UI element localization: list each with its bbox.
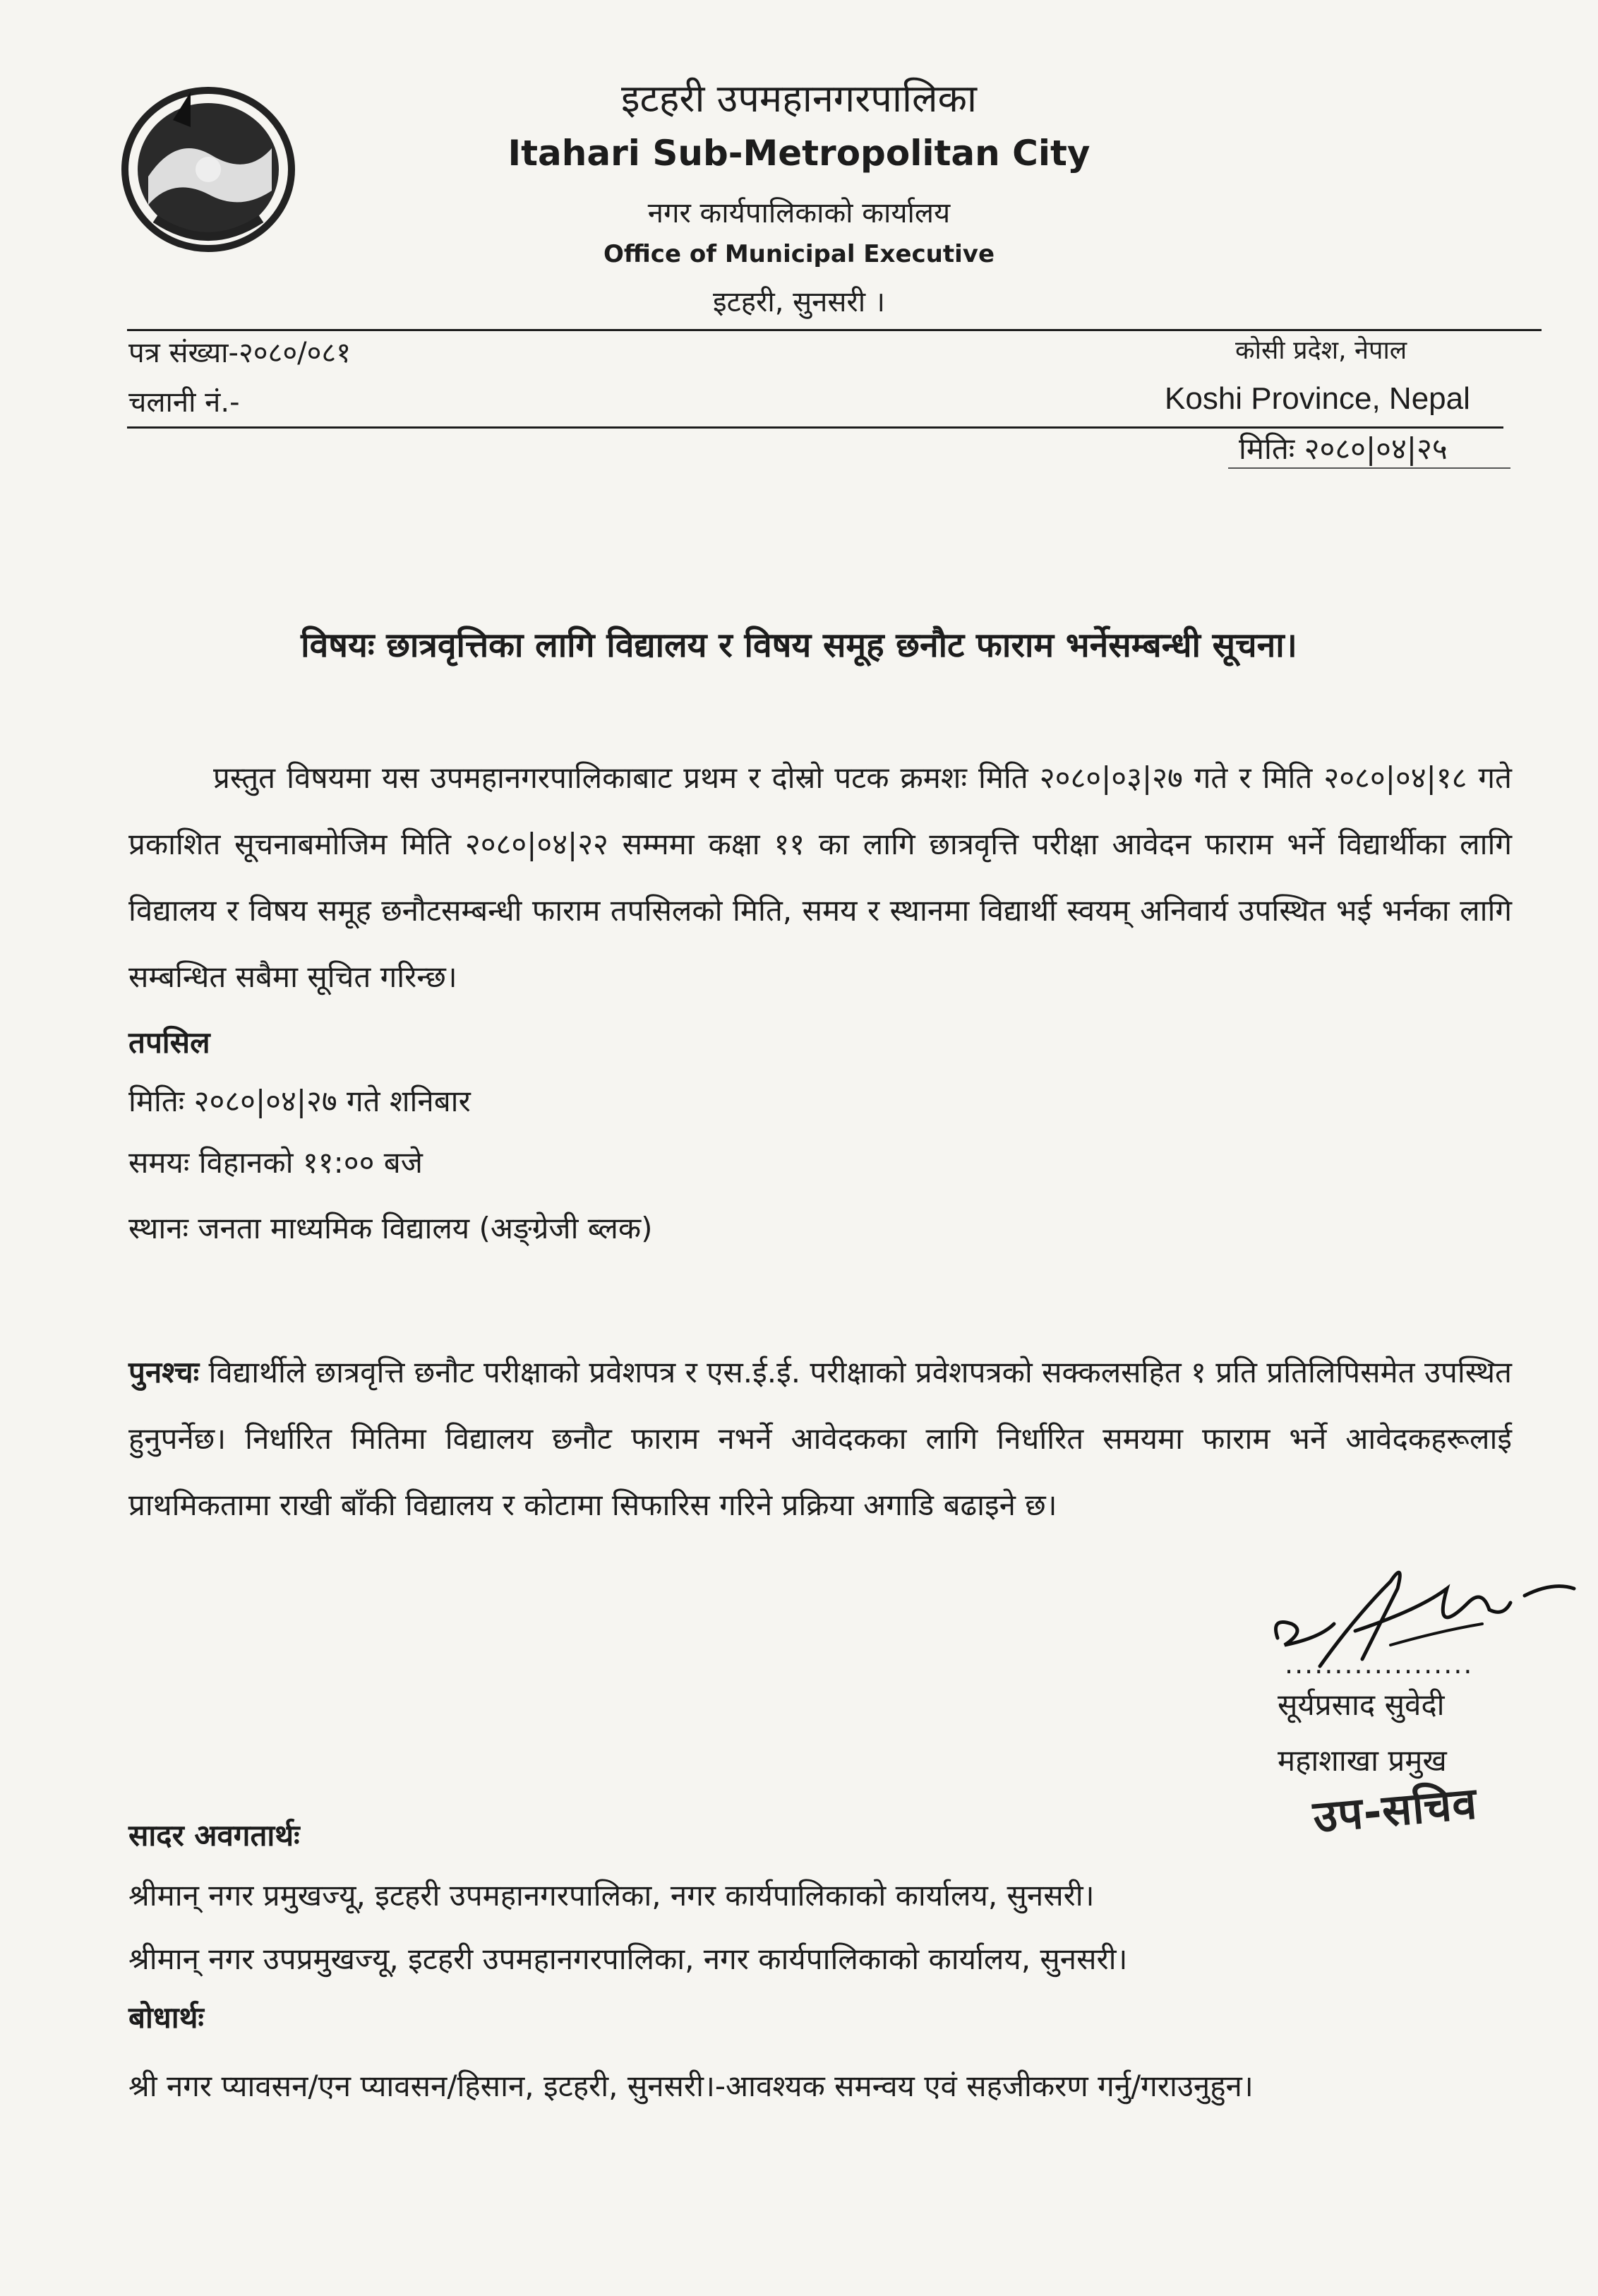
details-time: समयः विहानको ११:०० बजे — [128, 1145, 423, 1180]
province-np: कोसी प्रदेश, नेपाल — [1235, 336, 1407, 365]
info-heading: बोधार्थः — [128, 2000, 204, 2035]
org-name-np: इटहरी उपमहानगरपालिका — [620, 76, 978, 121]
office-name-en: Office of Municipal Executive — [603, 240, 995, 268]
org-name-en: Itahari Sub-Metropolitan City — [507, 133, 1091, 174]
province-en: Koshi Province, Nepal — [1165, 381, 1470, 416]
postscript-label: पुनश्चः — [128, 1355, 200, 1389]
office-name-np: नगर कार्यपालिकाको कार्यालय — [647, 197, 951, 229]
date-underline — [1228, 467, 1510, 469]
body-paragraph: प्रस्तुत विषयमा यस उपमहानगरपालिकाबाट प्रथम र दोस्रो पटक क्रमशः मिति २०८०|०३|२७ गते र मिति २०८०|०४|१८ गते प्रकाशित सूचनाबमोजिम मिति २०८०|०४|२२ सम्ममा कक्षा ११ का लागि छात्रवृत्ति परीक्षा आवेदन फाराम भर्ने विद्यार्थीका लागि विद्यालय र विषय समूह छनौटसम्बन्धी फाराम तपसिलको मिति, समय र स्थानमा विद्यार्थी स्वयम् अनिवार्य उपस्थित भई भर्नका लागि सम्बन्धित सबैमा सूचित गरिन्छ। — [128, 760, 1512, 994]
dispatch-number: चलानी नं.- — [128, 386, 240, 419]
letter-date: मितिः २०८०|०४|२५ — [1239, 431, 1448, 466]
signer-name: सूर्यप्रसाद सुवेदी — [1278, 1687, 1445, 1722]
cc-recipient-2: श्रीमान् नगर उपप्रमुखज्यू, इटहरी उपमहानगरपालिका, नगर कार्यपालिकाको कार्यालय, सुनसरी। — [128, 1942, 1128, 1976]
info-recipient-1: श्री नगर प्यावसन/एन प्यावसन/हिसान, इटहरी, सुनसरी।-आवश्यक समन्वय एवं सहजीकरण गर्नु/गराउनुहुन। — [128, 2069, 1254, 2103]
postscript-text: विद्यार्थीले छात्रवृत्ति छनौट परीक्षाको प्रवेशपत्र र एस.ई.ई. परीक्षाको प्रवेशपत्रको सक्कलसहित १ प्रति प्रतिलिपिसमेत उपस्थित हुनुपर्नेछ। निर्धारित मितिमा विद्यालय छनौट फाराम नभर्ने आवेदकका लागि निर्धारित समयमा फाराम भर्ने आवेदकहरूलाई प्राथमिकतामा राखी बाँकी विद्यालय र कोटामा सिफारिस गरिने प्रक्रिया अगाडि बढाइने छ। — [128, 1355, 1512, 1522]
cc-recipient-1: श्रीमान् नगर प्रमुखज्यू, इटहरी उपमहानगरपालिका, नगर कार्यपालिकाको कार्यालय, सुनसरी। — [128, 1878, 1095, 1913]
letter-number: पत्र संख्या-२०८०/०८१ — [128, 337, 352, 369]
details-place: स्थानः जनता माध्यमिक विद्यालय (अङ्ग्रेजी ब्लक) — [128, 1211, 653, 1245]
cc-heading: सादर अवगतार्थः — [128, 1818, 300, 1853]
signature-dotted-line: ................... — [1285, 1649, 1474, 1680]
designation-stamp: उप-सचिव — [1311, 1776, 1479, 1843]
postscript-paragraph — [128, 1339, 1512, 1538]
office-address: इटहरी, सुनसरी । — [712, 286, 886, 318]
subject-line: विषयः छात्रवृत्तिका लागि विद्यालय र विषय समूह छनौट फाराम भर्नेसम्बन्धी सूचना। — [301, 626, 1297, 665]
signer-title: महाशाखा प्रमुख — [1278, 1743, 1447, 1778]
details-heading: तपसिल — [128, 1025, 210, 1060]
header-divider — [127, 329, 1542, 331]
details-date: मितिः २०८०|०४|२७ गते शनिबार — [128, 1084, 471, 1118]
